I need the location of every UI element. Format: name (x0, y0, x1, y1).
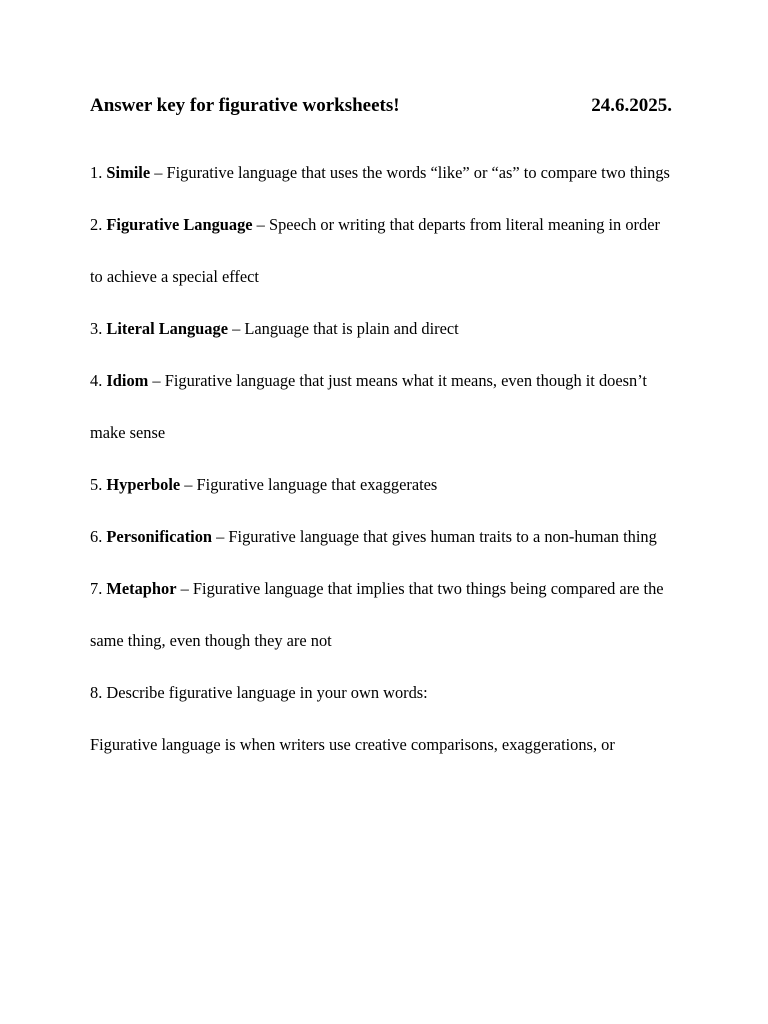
item-term: Personification (106, 527, 213, 546)
list-item: 2. Figurative Language – Speech or writing that departs from literal meaning in order to achieve a special effect (90, 215, 660, 286)
question-prompt: 8. Describe figurative language in your own words: (90, 683, 428, 702)
item-number: 1. (90, 163, 103, 182)
item-number: 5. (90, 475, 103, 494)
item-definition: Figurative language that uses the words “like” or “as” to compare two things (166, 163, 670, 182)
item-number: 7. (90, 579, 103, 598)
document-date: 24.6.2025. (591, 95, 672, 116)
answer-list (90, 147, 674, 771)
item-number: 4. (90, 371, 103, 390)
item-number: 2. (90, 215, 103, 234)
item-number: 6. (90, 527, 103, 546)
list-item: 7. Metaphor – Figurative language that implies that two things being compared are the same thing, even though they are not (90, 579, 664, 650)
list-item: 6. Personification – Figurative language that gives human traits to a non-human thing (90, 527, 657, 546)
list-item: 5. Hyperbole – Figurative language that exaggerates (90, 475, 438, 494)
document-title: Answer key for figurative worksheets! (90, 95, 400, 116)
item-definition: Language that is plain and direct (244, 319, 459, 338)
item-term: Hyperbole (106, 475, 181, 494)
list-item: 3. Literal Language – Language that is plain and direct (90, 319, 459, 338)
item-term: Metaphor (106, 579, 177, 598)
answer-text: Figurative language is when writers use creative comparisons, exaggerations, or (90, 735, 615, 754)
item-term: Literal Language (106, 319, 228, 338)
item-term: Simile (106, 163, 151, 182)
item-definition: Speech or writing that departs from literal meaning in order to achieve a special effect (90, 215, 660, 286)
item-number: 3. (90, 319, 103, 338)
item-term: Figurative Language (106, 215, 253, 234)
item-definition: Figurative language that just means what it means, even though it doesn’t make sense (90, 371, 647, 442)
item-definition: Figurative language that implies that two things being compared are the same thing, even though they are not (90, 579, 664, 650)
list-item: 1. Simile – Figurative language that uses the words “like” or “as” to compare two things (90, 163, 670, 182)
document-header (90, 94, 674, 118)
item-definition: Figurative language that gives human traits to a non-human thing (228, 527, 657, 546)
list-item: 4. Idiom – Figurative language that just means what it means, even though it doesn’t make sense (90, 371, 647, 442)
item-definition: Figurative language that exaggerates (196, 475, 438, 494)
item-term: Idiom (106, 371, 149, 390)
